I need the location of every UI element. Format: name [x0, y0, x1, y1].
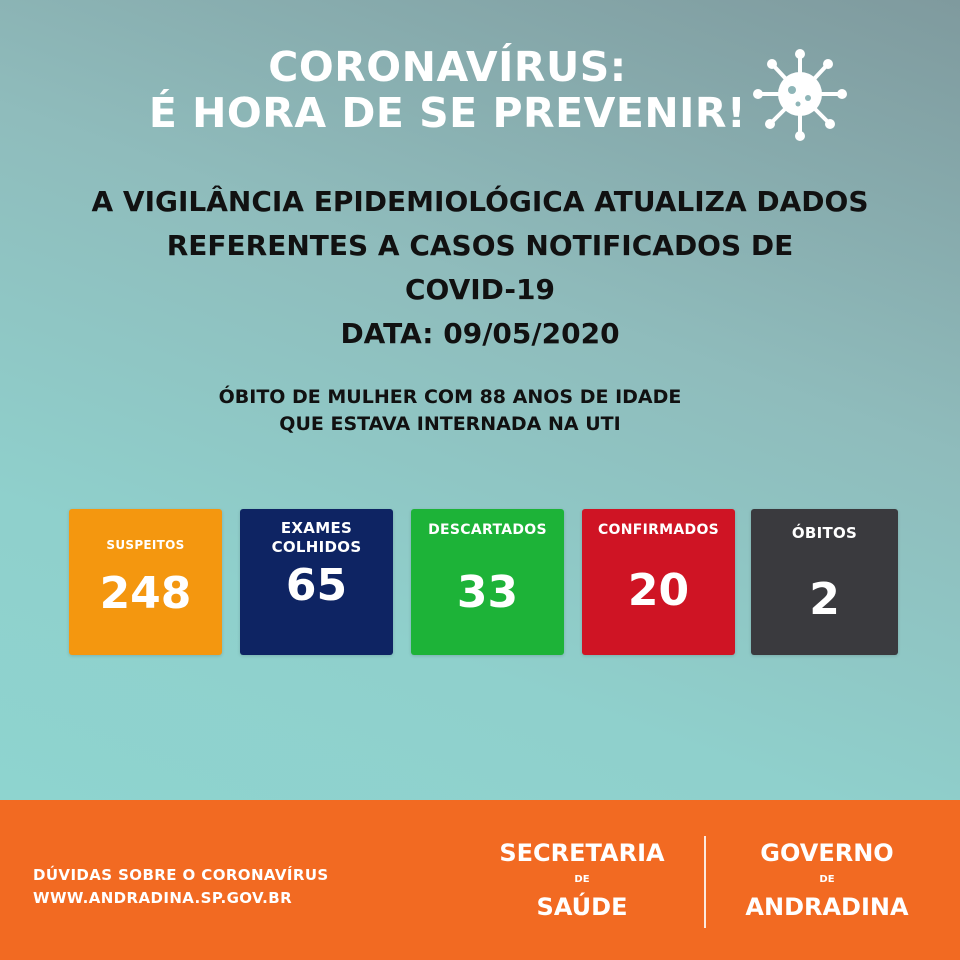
- stat-value: 65: [285, 560, 348, 611]
- stat-label-line-1: EXAMES: [280, 519, 353, 537]
- footer-contact-line-1: DÚVIDAS SOBRE O CORONAVÍRUS: [33, 866, 329, 884]
- stat-value: 20: [627, 565, 690, 616]
- governo-top: GOVERNO: [760, 839, 894, 867]
- death-notice-line-1: ÓBITO DE MULHER COM 88 ANOS DE IDADE: [218, 386, 682, 408]
- announcement-date: DATA: 09/05/2020: [340, 317, 620, 350]
- stat-label: CONFIRMADOS: [597, 522, 720, 538]
- stat-label: SUSPEITOS: [106, 538, 185, 552]
- death-notice: [0, 384, 900, 438]
- stat-card-suspeitos: [69, 509, 222, 655]
- announcement-line-2: REFERENTES A CASOS NOTIFICADOS DE: [166, 229, 794, 262]
- secretaria-middle: DE: [574, 874, 590, 885]
- stat-card-obitos: [751, 509, 898, 655]
- footer-website-link[interactable]: WWW.ANDRADINA.SP.GOV.BR: [33, 889, 293, 907]
- footer-bar: [0, 800, 960, 960]
- governo-middle: DE: [819, 874, 835, 885]
- stat-card-exames-colhidos: [240, 509, 393, 655]
- secretaria-logo-text: [478, 838, 686, 922]
- death-notice-line-2: QUE ESTAVA INTERNADA NA UTI: [279, 413, 621, 435]
- stat-card-descartados: [411, 509, 564, 655]
- stat-value: 33: [456, 567, 519, 618]
- headline-line-1: CORONAVÍRUS:: [268, 43, 627, 91]
- stat-label: DESCARTADOS: [428, 522, 547, 538]
- stat-value: 2: [809, 574, 840, 625]
- announcement: [0, 180, 960, 356]
- secretaria-bottom: SAÚDE: [536, 893, 628, 921]
- stat-label: ÓBITOS: [791, 524, 858, 542]
- announcement-line-3: COVID-19: [404, 273, 556, 306]
- virus-icon: [752, 46, 848, 142]
- stat-label: [240, 509, 393, 557]
- headline-line-2: É HORA DE SE PREVENIR!: [148, 89, 747, 137]
- stat-card-confirmados: [582, 509, 735, 655]
- stat-value: 248: [99, 568, 192, 619]
- secretaria-top: SECRETARIA: [499, 839, 665, 867]
- footer-contact: [33, 864, 329, 910]
- governo-logo-text: [722, 838, 932, 922]
- announcement-line-1: A VIGILÂNCIA EPIDEMIOLÓGICA ATUALIZA DADOS: [91, 185, 869, 218]
- governo-bottom: ANDRADINA: [745, 893, 909, 921]
- stat-label-line-2: COLHIDOS: [271, 538, 362, 556]
- footer-divider: [704, 836, 706, 928]
